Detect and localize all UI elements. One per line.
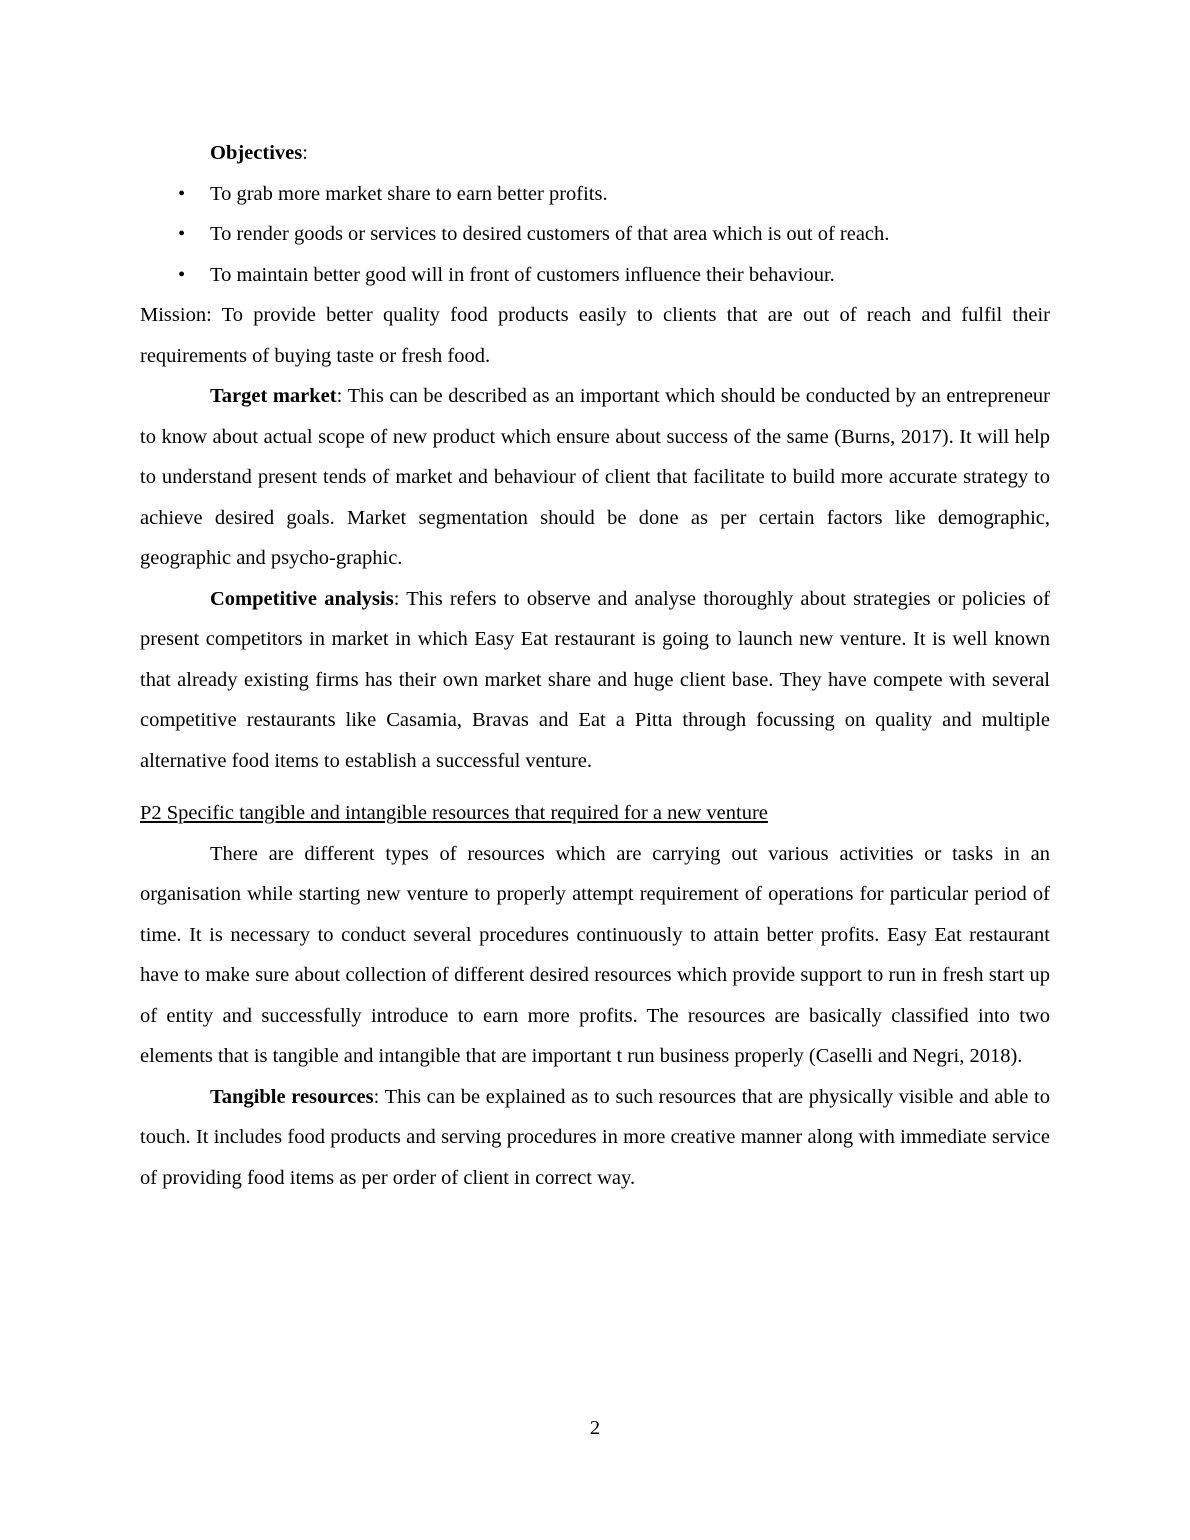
- competitive-analysis-body: : This refers to observe and analyse thoroughly about strategies or policies of present competitors in market in which Easy Eat restaurant is going to launch new venture. It is well known that already existing firms has their own market share and huge client base. They have compete with several competitive restaurants like Casamia, Bravas and Eat a Pitta through focussing on quality and multiple alternative food items to establish a successful venture.: [140, 587, 1050, 772]
- mission-paragraph: Mission: To provide better quality food products easily to clients that are out of reach and fulfil their requirements of buying taste or fresh food.: [140, 304, 1050, 367]
- bullet-text: To render goods or services to desired customers of that area which is out of reach.: [210, 223, 890, 245]
- section-heading-p2: [140, 793, 1050, 834]
- tangible-resources-lead: Tangible resources: [210, 1085, 374, 1108]
- competitive-analysis-paragraph: [140, 579, 1050, 782]
- target-market-paragraph: [140, 376, 1050, 579]
- competitive-analysis-lead: Competitive analysis: [210, 587, 394, 610]
- target-market-body: : This can be described as an important which should be conducted by an entrepreneur to know about actual scope of new product which ensure about success of the same (Burns, 2017). It will help to understand present tends of market and behaviour of client that facilitate to build more accurate strategy to achieve desired goals. Market segmentation should be done as per certain factors like demographic, geographic and psycho-graphic.: [140, 385, 1051, 569]
- bullet-text: To maintain better good will in front of customers influence their behaviour.: [210, 263, 835, 286]
- bullet-icon: •: [178, 182, 186, 205]
- list-item: [140, 174, 1050, 215]
- bullet-icon: •: [178, 263, 186, 286]
- target-market-lead: Target market: [210, 385, 337, 407]
- list-item: [140, 214, 1050, 255]
- tangible-resources-paragraph: [140, 1077, 1050, 1199]
- objectives-heading-colon: :: [302, 142, 308, 164]
- resources-paragraph: There are different types of resources which are carrying out various activities or tasks in an organisation while starting new venture to properly attempt requirement of operations for particular period of time. It is necessary to conduct several procedures continuously to attain better profits. Easy Eat restaurant have to make sure about collection of different desired resources which provide support to run in fresh start up of entity and successfully introduce to earn more profits. The resources are basically classified into two elements that is tangible and intangible that are important t run business properly (Caselli and Negri, 2018).: [140, 842, 1050, 1067]
- list-item: [140, 255, 1050, 296]
- bullet-text: To grab more market share to earn better profits.: [210, 182, 608, 205]
- objectives-bullet-list: [140, 174, 1050, 296]
- objectives-heading: Objectives: [210, 142, 303, 164]
- page-number: 2: [589, 1417, 601, 1439]
- bullet-icon: •: [178, 223, 186, 245]
- section-heading-p2-text: P2 Specific tangible and intangible resources that required for a new venture: [140, 802, 768, 824]
- objectives-heading-line: [140, 133, 1050, 174]
- tangible-resources-body: : This can be explained as to such resources that are physically visible and able to touch. It includes food products and serving procedures in more creative manner along with immediate service of providing food items as per order of client in correct way.: [140, 1085, 1051, 1189]
